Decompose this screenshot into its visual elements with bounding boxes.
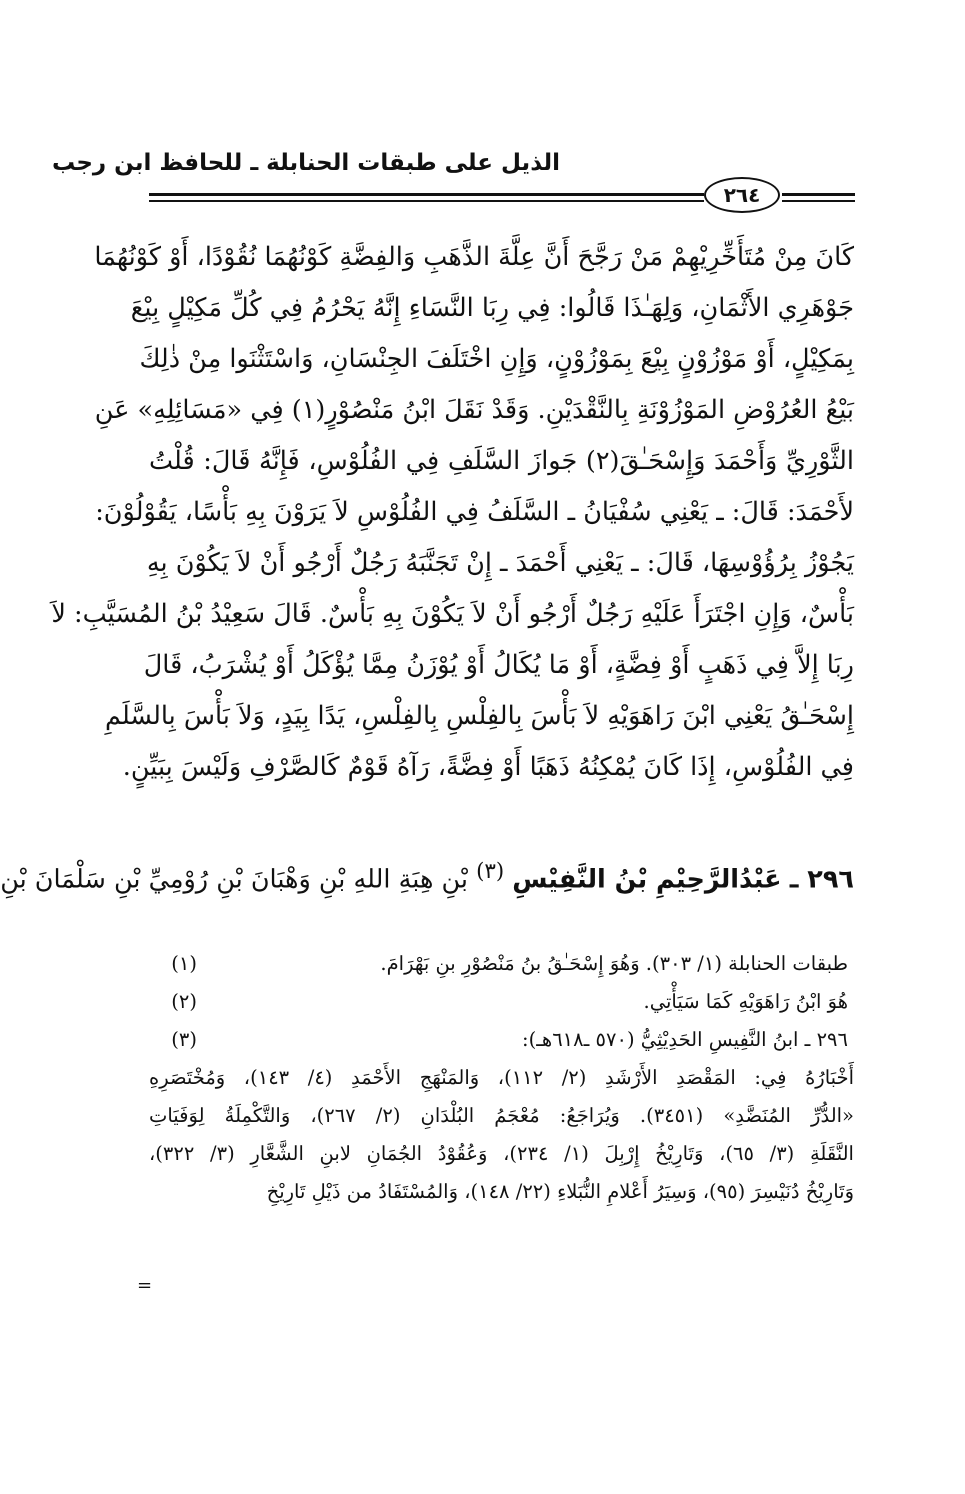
footnote-text: هُوَ ابْنُ رَاهَوَيْهِ كَمَا سَيَأْتِي.: [643, 990, 848, 1013]
body-line: إِسْحَـٰقُ يَعْنِي ابْنَ رَاهَوَيْهِ لاَ بَأْسَ بِالفِلْسِ بِالفِلْسِ، يَدًا بِيَدٍ، وَلاَ بَأْسَ بِالسَّلَمِ: [104, 701, 854, 731]
footnote-paragraph-line: أَخْبَارُهُ فِي: المَقْصَدِ الأَرْشَدِ (٢/ ١١٢)، وَالمَنْهَجِ الأَحْمَدِ (٤/ ١٤٣)، وَمُخْتَصَرِهِ: [149, 1066, 854, 1089]
footnote-reference: (٣): [476, 859, 505, 884]
page-number: ٢٦٤: [704, 177, 780, 213]
entry-number: ٢٩٦ ـ: [789, 864, 854, 895]
running-header-title: الذيل على طبقات الحنابلة ـ للحافظ ابن رجب: [51, 150, 560, 176]
body-line: فِي الفُلُوْسِ، إِذَا كَانَ يُمْكِنُهُ ذَهَبًا أَوْ فِضَّةً، رَآهُ قَوْمٌ كَالصَّرْفِ وَلَيْسَ بِبَيِّنٍ.: [122, 752, 854, 782]
footnote-mark: (٣): [171, 1028, 197, 1051]
footnote-mark: (٢): [171, 990, 197, 1013]
header-rule-thick: [149, 193, 704, 196]
body-line: لأَحْمَدَ: قَالَ: ـ يَعْنِي سُفْيَانُ ـ السَّلَفُ فِي الفُلُوْسِ لاَ يَرَوْنَ بِهِ بَأْسًا، يَقُوْلُوْنَ:: [95, 497, 854, 527]
footnote: [149, 983, 854, 1021]
header-rule-thin: [149, 200, 704, 202]
footnote-paragraph-line: «الدُّرِّ المُنَضَّدِ» (٣٤٥١). وَيُرَاجَعُ: مُعْجَمُ البُلْدَانِ (٢/ ٢٦٧)، وَالتَّكْمِلَةُ لِوَفَيَاتِ: [149, 1104, 854, 1127]
footnote-text: ٢٩٦ ـ ابنُ النَّفِيسِ الحَدِيْثِيُّ (٥٧٠ ـ٦١٨هـ):: [522, 1028, 848, 1051]
header-rule-thick-right: [782, 193, 855, 196]
footnotes: [149, 945, 854, 1211]
header-rule-thin-right: [782, 200, 855, 202]
entry-lineage: بْنِ هِبَةِ اللهِ بْنِ وَهْبَانَ بْنِ رُوْمِيِّ بْنِ سَلْمَانَ بْنِ: [0, 864, 469, 895]
body-line: كَانَ مِنْ مُتَأَخِّرِيْهِمْ مَنْ رَجَّحَ أَنَّ عِلَّةَ الذَّهَبِ وَالفِضَّةِ كَوْنُهُمَا نُقُوْدًا، أَوْ كَوْنُهُمَا: [94, 242, 854, 272]
body-text: [51, 232, 854, 793]
footnote-paragraph-line: وَتَارِيْخُ دُنَيْسِرَ (٩٥)، وَسِيَرُ أَعْلامِ النُّبَلاءِ (٢٢/ ١٤٨)، وَالمُسْتَفَادُ من ذَيْلِ تَارِيْخِ: [266, 1180, 854, 1203]
body-line: بَيْعُ العُرُوْضِ المَوْزُوْنَةِ بِالنَّقْدَيْنِ. وَقَدْ نَقَلَ ابْنُ مَنْصُوْرٍ(١) فِي «مَسَائِلِهِ» عَنِ: [94, 395, 854, 425]
body-line: جَوْهَرِي الأَثْمَانِ، وَلِهَـٰذَا قَالُوا: فِي رِبَا النَّسَاءِ إِنَّهُ يَحْرُمُ فِي كُلِّ مَكِيْلٍ بِيْعَ: [130, 293, 854, 323]
footnote-text: طبقات الحنابلة (١/ ٣٠٣). وَهُوَ إِسْحَـٰقُ بنُ مَنْصُوْرِ بنِ بَهْرَامَ.: [380, 952, 848, 975]
biography-entry-heading: [0, 846, 854, 897]
footnote: [149, 1021, 854, 1059]
footnote-paragraph-line: النَّقَلَةِ (٣/ ٦٥)، وَتَارِيْخُ إِرْبِلَ (١/ ٢٣٤)، وَعُقُوْدُ الجُمَانِ لابنِ الشَّعَّارِ (٣/ ٣٢٢)،: [149, 1142, 854, 1165]
body-line: يَجُوْزُ بِرُؤُوْسِهَا، قَالَ: ـ يَعْنِي أَحْمَدَ ـ إِنْ تَجَنَّبَهُ رَجُلٌ أَرْجُو أَنْ لاَ يَكُوْنَ بِهِ: [146, 548, 854, 578]
body-line: رِبَا إِلاَّ فِي ذَهَبٍ أَوْ فِضَّةٍ، أَوْ مَا يُكَالُ أَوْ يُوْزَنُ مِمَّا يُؤْكَلُ أَوْ يُشْرَبُ، قَالَ: [143, 650, 854, 680]
entry-name: عَبْدُالرَّحِيْمِ بْنُ النَّفِيْسِ: [512, 864, 782, 895]
footnote: [149, 945, 854, 983]
body-line: بَأْسٌ، وَإِنِ اجْتَرَأَ عَلَيْهِ رَجُلٌ أَرْجُو أَنْ لاَ يَكُوْنَ بِهِ بَأْسٌ. قَالَ سَعِيْدُ بْنُ المُسَيَّبِ: لاَ: [51, 599, 854, 629]
footnote-mark: (١): [171, 952, 197, 975]
body-line: الثَّوْرِيِّ وَأَحْمَدَ وَإِسْحَـٰقَ(٢) جَوازَ السَّلَفِ فِي الفُلُوْسِ، فَإِنَّهُ قَالَ: قُلْتُ: [149, 446, 854, 476]
body-line: بِمَكِيْلٍ، أَوْ مَوْزُوْنٍ بِيْعَ بِمَوْزُوْنٍ، وَإِنِ اخْتَلَفَ الجِنْسَانِ، وَاسْتَثْنَوا مِنْ ذٰلِكَ: [139, 344, 854, 374]
continuation-mark: =: [137, 1275, 153, 1296]
